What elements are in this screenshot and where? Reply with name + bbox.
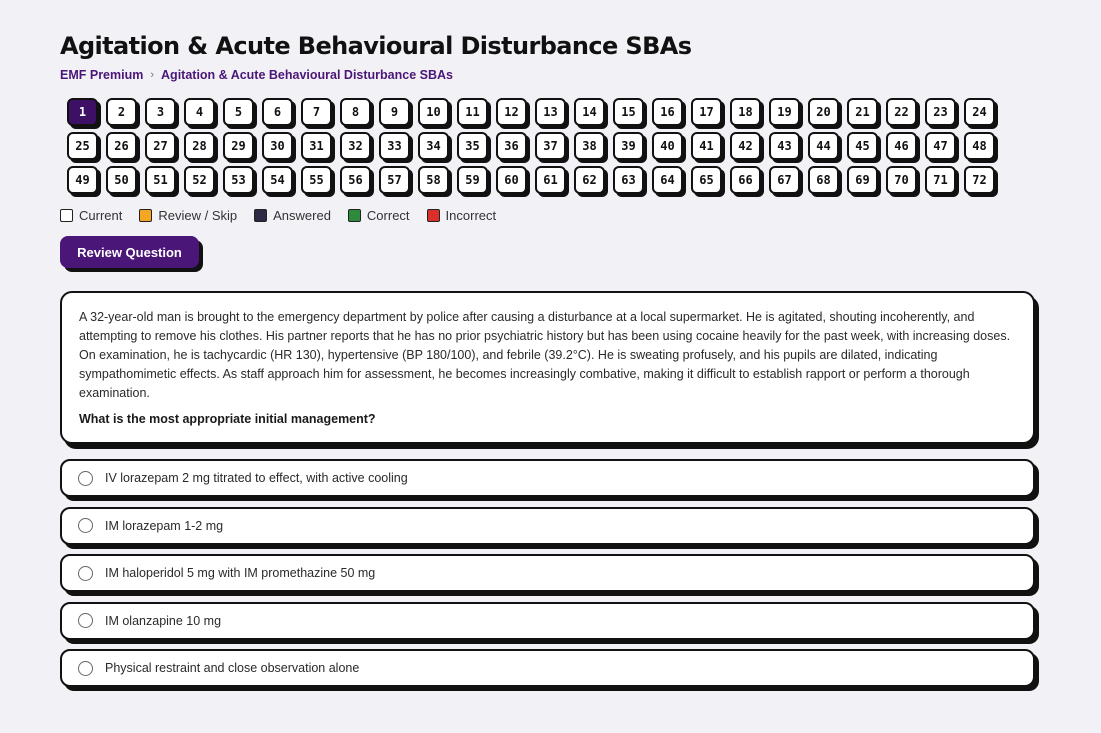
question-nav-button-3[interactable]: 3: [145, 98, 176, 126]
answer-option-label: IM lorazepam 1-2 mg: [105, 518, 224, 533]
question-nav-button-66[interactable]: 66: [730, 166, 761, 194]
question-nav-button-36[interactable]: 36: [496, 132, 527, 160]
question-nav-button-2[interactable]: 2: [106, 98, 137, 126]
question-nav-button-35[interactable]: 35: [457, 132, 488, 160]
question-nav-button-45[interactable]: 45: [847, 132, 878, 160]
question-nav-button-8[interactable]: 8: [340, 98, 371, 126]
legend-item-review-skip: [139, 208, 237, 223]
question-nav-button-39[interactable]: 39: [613, 132, 644, 160]
question-nav-button-50[interactable]: 50: [106, 166, 137, 194]
question-nav-button-48[interactable]: 48: [964, 132, 995, 160]
answer-option-5[interactable]: [60, 649, 1035, 687]
question-nav-button-15[interactable]: 15: [613, 98, 644, 126]
question-nav-button-49[interactable]: 49: [67, 166, 98, 194]
question-nav-button-55[interactable]: 55: [301, 166, 332, 194]
answer-option-4[interactable]: [60, 602, 1035, 640]
question-stem: A 32-year-old man is brought to the emergency department by police after causing a disturbance at a local supermarket. He is agitated, shouting incoherently, and attempting to remove his clothes. His partner reports that he has no prior psychiatric history but has been using cocaine heavily for the past week, with increasing doses. On examination, he is tachycardic (HR 130), hypertensive (BP 180/100), and febrile (39.2°C). He is sweating profusely, and his pupils are dilated, indicating sympathomimetic effects. As staff approach him for assessment, he becomes increasingly combative, making it difficult to establish rapport or perform a thorough examination.: [79, 310, 1011, 400]
legend-label: Review / Skip: [158, 207, 238, 223]
radio-button[interactable]: [78, 566, 93, 581]
question-nav-button-72[interactable]: 72: [964, 166, 995, 194]
question-nav-button-34[interactable]: 34: [418, 132, 449, 160]
question-nav-button-14[interactable]: 14: [574, 98, 605, 126]
question-nav-button-43[interactable]: 43: [769, 132, 800, 160]
question-nav-button-69[interactable]: 69: [847, 166, 878, 194]
question-nav-button-19[interactable]: 19: [769, 98, 800, 126]
answer-option-1[interactable]: [60, 459, 1035, 497]
question-nav-button-63[interactable]: 63: [613, 166, 644, 194]
question-nav-button-16[interactable]: 16: [652, 98, 683, 126]
question-nav-button-25[interactable]: 25: [67, 132, 98, 160]
question-nav-button-21[interactable]: 21: [847, 98, 878, 126]
question-nav-button-32[interactable]: 32: [340, 132, 371, 160]
page-title: Agitation & Acute Behavioural Disturbance SBAs: [60, 32, 692, 60]
question-nav-button-24[interactable]: 24: [964, 98, 995, 126]
legend-label: Correct: [366, 207, 410, 223]
page: [60, 30, 1040, 675]
question-nav-button-11[interactable]: 11: [457, 98, 488, 126]
question-nav-button-52[interactable]: 52: [184, 166, 215, 194]
breadcrumb-separator: ›: [150, 69, 155, 81]
question-nav-button-12[interactable]: 12: [496, 98, 527, 126]
question-nav-button-29[interactable]: 29: [223, 132, 254, 160]
question-nav-button-54[interactable]: 54: [262, 166, 293, 194]
legend-label: Current: [79, 207, 123, 223]
legend-swatch-correct: [348, 209, 361, 222]
question-nav-button-27[interactable]: 27: [145, 132, 176, 160]
answer-option-2[interactable]: [60, 507, 1035, 545]
question-nav-button-68[interactable]: 68: [808, 166, 839, 194]
question-nav-button-64[interactable]: 64: [652, 166, 683, 194]
legend-swatch-current: [60, 209, 73, 222]
question-nav-button-7[interactable]: 7: [301, 98, 332, 126]
question-nav-button-65[interactable]: 65: [691, 166, 722, 194]
question-nav-button-42[interactable]: 42: [730, 132, 761, 160]
question-nav-button-51[interactable]: 51: [145, 166, 176, 194]
question-prompt: What is the most appropriate initial management?: [79, 412, 376, 426]
question-nav-button-31[interactable]: 31: [301, 132, 332, 160]
question-nav-button-70[interactable]: 70: [886, 166, 917, 194]
breadcrumb: [60, 66, 1040, 84]
question-nav-button-60[interactable]: 60: [496, 166, 527, 194]
question-nav-button-46[interactable]: 46: [886, 132, 917, 160]
question-nav-button-1[interactable]: 1: [67, 98, 98, 126]
breadcrumb-item-emf-premium[interactable]: EMF Premium: [60, 68, 144, 82]
legend-label: Answered: [273, 207, 331, 223]
question-nav-button-38[interactable]: 38: [574, 132, 605, 160]
question-nav-button-44[interactable]: 44: [808, 132, 839, 160]
question-nav-button-41[interactable]: 41: [691, 132, 722, 160]
radio-button[interactable]: [78, 518, 93, 533]
question-nav-button-28[interactable]: 28: [184, 132, 215, 160]
question-nav-button-4[interactable]: 4: [184, 98, 215, 126]
question-nav-button-40[interactable]: 40: [652, 132, 683, 160]
question-nav-button-37[interactable]: 37: [535, 132, 566, 160]
question-nav-button-22[interactable]: 22: [886, 98, 917, 126]
question-nav-button-33[interactable]: 33: [379, 132, 410, 160]
question-nav-button-47[interactable]: 47: [925, 132, 956, 160]
question-nav-button-10[interactable]: 10: [418, 98, 449, 126]
legend-swatch-review-skip: [139, 209, 152, 222]
status-legend: [60, 207, 1040, 223]
question-nav-button-20[interactable]: 20: [808, 98, 839, 126]
legend-item-current: [60, 208, 122, 223]
question-nav-button-17[interactable]: 17: [691, 98, 722, 126]
radio-button[interactable]: [78, 613, 93, 628]
answer-options: [60, 459, 1035, 697]
answer-option-label: IV lorazepam 2 mg titrated to effect, with active cooling: [105, 471, 408, 485]
breadcrumb-item-current[interactable]: Agitation & Acute Behavioural Disturbance SBAs: [161, 68, 453, 82]
review-question-button[interactable]: Review Question: [60, 236, 199, 268]
question-nav-button-6[interactable]: 6: [262, 98, 293, 126]
legend-label: Incorrect: [445, 207, 497, 223]
question-nav-button-62[interactable]: 62: [574, 166, 605, 194]
question-nav-button-23[interactable]: 23: [925, 98, 956, 126]
question-nav-button-5[interactable]: 5: [223, 98, 254, 126]
question-nav-button-18[interactable]: 18: [730, 98, 761, 126]
question-nav-button-61[interactable]: 61: [535, 166, 566, 194]
question-nav-button-13[interactable]: 13: [535, 98, 566, 126]
question-nav-button-53[interactable]: 53: [223, 166, 254, 194]
question-nav-button-30[interactable]: 30: [262, 132, 293, 160]
answer-option-label: IM olanzapine 10 mg: [105, 613, 222, 628]
question-nav-button-71[interactable]: 71: [925, 166, 956, 194]
question-card: [60, 291, 1035, 444]
legend-item-correct: [348, 208, 410, 223]
legend-swatch-incorrect: [427, 209, 440, 222]
question-nav-button-26[interactable]: 26: [106, 132, 137, 160]
answer-option-label: IM haloperidol 5 mg with IM promethazine 50 mg: [105, 566, 376, 580]
answer-option-label: Physical restraint and close observation alone: [105, 661, 360, 675]
answer-option-3[interactable]: [60, 554, 1035, 592]
question-nav-button-58[interactable]: 58: [418, 166, 449, 194]
question-nav-button-59[interactable]: 59: [457, 166, 488, 194]
question-nav-button-56[interactable]: 56: [340, 166, 371, 194]
question-nav-button-57[interactable]: 57: [379, 166, 410, 194]
legend-item-answered: [254, 208, 331, 223]
legend-swatch-answered: [254, 209, 267, 222]
question-navigator: [67, 98, 997, 194]
radio-button[interactable]: [78, 471, 93, 486]
question-nav-button-67[interactable]: 67: [769, 166, 800, 194]
legend-item-incorrect: [427, 208, 497, 223]
radio-button[interactable]: [78, 661, 93, 676]
question-nav-button-9[interactable]: 9: [379, 98, 410, 126]
